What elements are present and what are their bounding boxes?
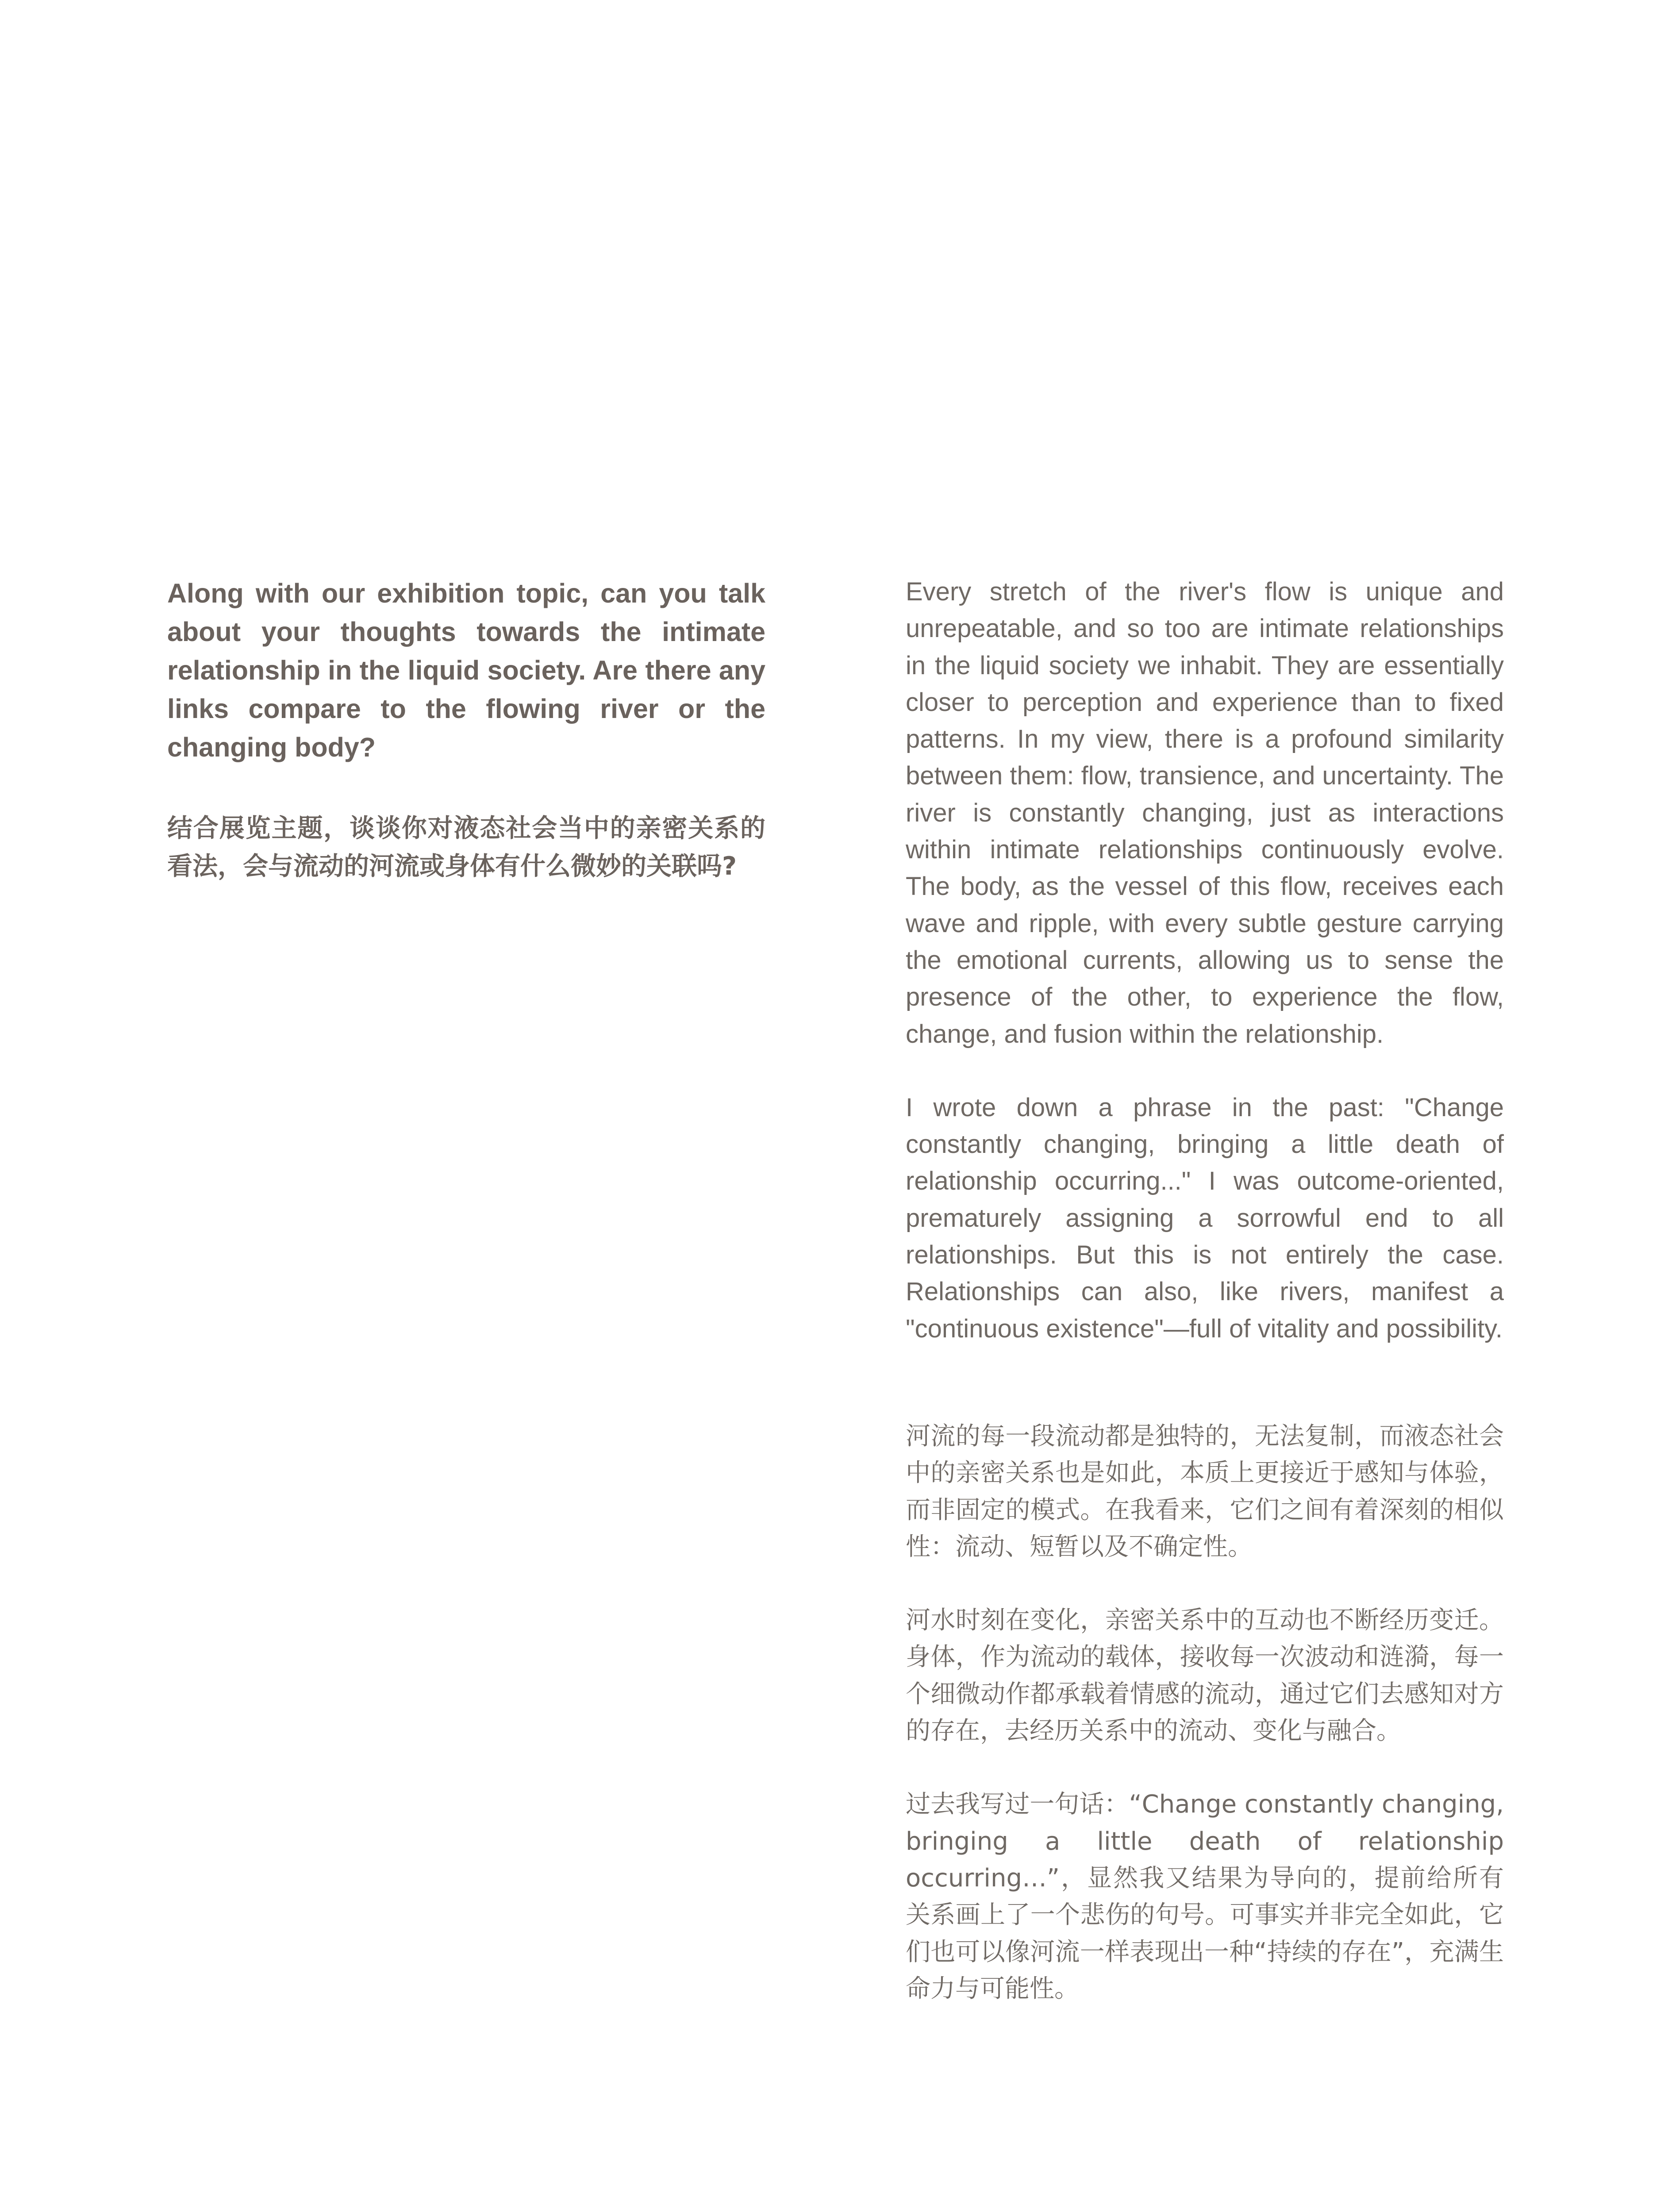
answer-column bbox=[906, 573, 1504, 2007]
answer-chinese-paragraph-1: 河流的每一段流动都是独特的，无法复制，而液态社会中的亲密关系也是如此，本质上更接近于感知与体验，而非固定的模式。在我看来，它们之间有着深刻的相似性：流动、短暂以及不确定性。 bbox=[906, 1421, 1504, 1561]
answer-english-paragraph-1: Every stretch of the river's flow is unique and unrepeatable, and so too are intimate relationships in the liquid society we inhabit. They are essentially closer to perception and experience than to fixed patterns. In my view, there is a profound similarity between them: flow, transience, and uncertainty. The river is constantly changing, just as interactions within intimate relationships continuously evolve. The body, as the vessel of this flow, receives each wave and ripple, with every subtle gesture carrying the emotional currents, allowing us to sense the presence of the other, to experience the flow, change, and fusion within the relationship. bbox=[906, 577, 1504, 1048]
answer-chinese-paragraph-3: 过去我写过一句话：“Change constantly changing, bringing a little death of relationship occurring…”，显然我又结果为导向的，提前给所有关系画上了一个悲伤的句号。可事实并非完全如此，它们也可以像河流一样表现出一种“持续的存在”，充满生命力与可能性。 bbox=[906, 1790, 1504, 2003]
answer-english-paragraph-2: I wrote down a phrase in the past: "Change constantly changing, bringing a little death of relationship occurring..." I was outcome-oriented, prematurely assigning a sorrowful end to all relationships. But this is not entirely the case. Relationships can also, like rivers, manifest a "continuous existence"—full of vitality and possibility. bbox=[906, 1093, 1504, 1343]
question-chinese: 结合展览主题，谈谈你对液态社会当中的亲密关系的看法，会与流动的河流或身体有什么微妙的关联吗? bbox=[167, 814, 765, 881]
answer-chinese-paragraph-2: 河水时刻在变化，亲密关系中的互动也不断经历变迁。身体，作为流动的载体，接收每一次波动和涟漪，每一个细微动作都承载着情感的流动，通过它们去感知对方的存在，去经历关系中的流动、变化与融合。 bbox=[906, 1606, 1504, 1746]
question-column bbox=[167, 574, 765, 885]
question-english: Along with our exhibition topic, can you talk about your thoughts towards the intimate relationship in the liquid society. Are there any links compare to the flowing river or the changing body? bbox=[167, 578, 765, 762]
